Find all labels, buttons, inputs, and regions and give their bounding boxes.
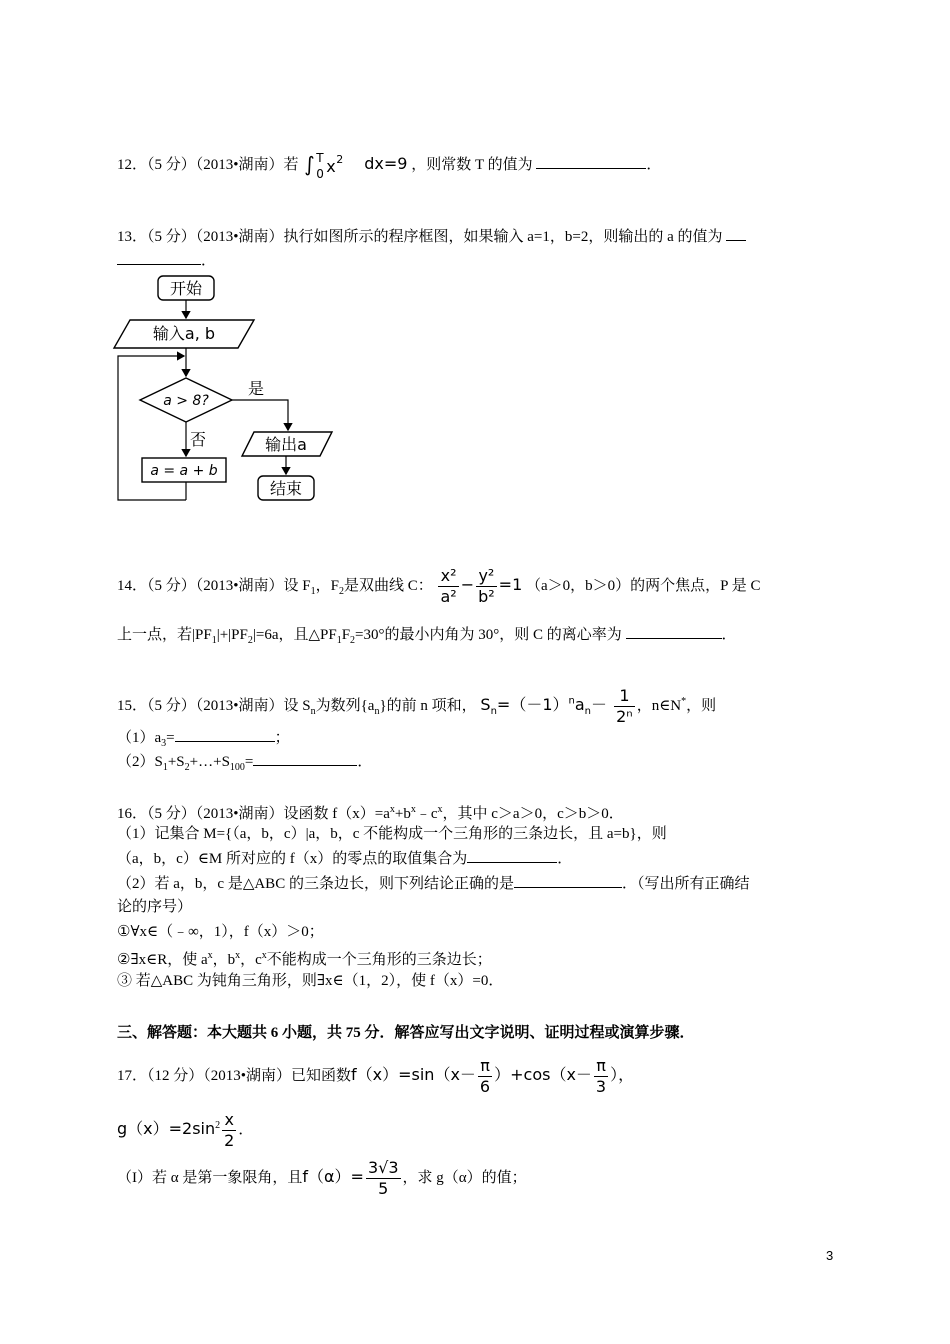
frac-num: π: [480, 1056, 490, 1075]
q14-suffix: （a＞0，b＞0）的两个焦点，P 是 C: [526, 577, 761, 594]
q16-line1-d: ，其中 c＞a＞0，c＞b＞0．: [442, 806, 624, 822]
subscript: 2: [184, 762, 190, 773]
q14-mid1: ，F: [315, 577, 339, 594]
integral-exp: 2: [336, 152, 344, 166]
question-17: [117, 1056, 634, 1097]
question-13-cont: [117, 250, 216, 271]
q16-line3-row: [117, 848, 572, 869]
frac-den: 5: [366, 1178, 401, 1199]
formula-minus: －: [591, 694, 608, 714]
q12-end: ．: [646, 157, 662, 173]
formula-eq: =（－1）: [496, 694, 569, 714]
frac-den: 6: [479, 1077, 491, 1096]
q16-line2: （1）记集合 M={（a，b，c）|a，b，c 不能构成一个三角形的三条边长，且 a=b}，则: [117, 826, 667, 842]
question-14-cont: [117, 624, 737, 651]
q17-g-a: g（x）=2sin: [117, 1118, 216, 1138]
q14-mid2: 是双曲线 C：: [343, 577, 433, 594]
flow-yes: 是: [248, 379, 265, 398]
q17-prefix: 17．（12 分）（2013•湖南）已知函数: [117, 1067, 352, 1084]
q16-line5: 论的序号）: [117, 899, 193, 915]
question-16: [117, 800, 624, 824]
subscript: 1: [336, 635, 342, 646]
formula-a: a: [574, 694, 585, 714]
q17-f-a: f（x）=sin（x－: [351, 1064, 476, 1084]
q15-part1-a: （1）a: [117, 730, 162, 746]
q17-g-end: ．: [238, 1121, 254, 1138]
q16-line7-a: ②∃x∈R，使 a: [117, 952, 208, 968]
flow-assign: a = a + b: [150, 463, 218, 479]
q17-part1-a: （I）若 α 是第一象限角，且: [117, 1169, 303, 1186]
superscript: n: [568, 695, 575, 707]
frac-den: a²: [440, 587, 457, 606]
q15-suffix: ，n∈N: [636, 697, 682, 714]
q12-dx: dx=9: [364, 154, 408, 173]
subscript: 100: [229, 762, 245, 773]
formula-s: S: [480, 694, 491, 714]
q13-end: ．: [201, 253, 217, 269]
flow-arrow: [232, 400, 288, 430]
q14-line2-d: F: [341, 627, 351, 643]
frac-num: y²: [478, 566, 495, 585]
q17-g-row: [117, 1110, 253, 1151]
flow-condition: a > 8?: [163, 393, 209, 409]
subscript: 3: [161, 738, 167, 749]
q15-prefix: 15．（5 分）（2013•湖南）设 S: [117, 697, 311, 714]
q16-line4-row: [117, 873, 749, 894]
frac-num: π: [596, 1056, 606, 1075]
frac-num: x: [224, 1110, 234, 1129]
q15-part1-end: ；: [274, 730, 290, 746]
superscript: 2: [215, 1119, 221, 1131]
q15-part2-c: +…+S: [189, 754, 230, 770]
section-3-heading: 三、解答题：本大题共 6 小题，共 75 分．解答应写出文字说明、证明过程或演算步骤．: [117, 1025, 695, 1041]
q15-mid2: }的前 n 项和，: [379, 697, 477, 714]
q16-line3-end: ．: [557, 851, 573, 867]
integral-lower: 0: [316, 166, 324, 181]
q16-line7-b: ，b: [212, 952, 236, 968]
q15-suffix2: ，则: [686, 697, 717, 714]
flow-output: 输出a: [265, 435, 307, 454]
superscript: x: [389, 804, 395, 815]
fraction-3root3-5: [366, 1158, 401, 1199]
answer-blank[interactable]: [117, 250, 201, 265]
q15-formula: [480, 694, 612, 718]
superscript: x: [261, 950, 267, 961]
question-15-part1: [117, 727, 290, 754]
q14-line2-c: |=6a，且△PF: [252, 627, 337, 643]
q17-part1-row: [117, 1158, 527, 1199]
question-15: [117, 686, 716, 727]
q17-part1-end: ，求 g（α）的值；: [402, 1169, 527, 1186]
fraction-y2-b2: [476, 566, 497, 607]
answer-blank[interactable]: [536, 154, 646, 169]
answer-blank[interactable]: [175, 727, 275, 742]
subscript: 1: [162, 762, 168, 773]
page-number: 3: [826, 1248, 834, 1263]
fraction-pi-6: [478, 1056, 492, 1097]
q14-line2-a: 上一点，若|PF: [117, 627, 212, 643]
q16-line6: ①∀x∈（﹣∞，1），f（x）＞0；: [117, 924, 324, 940]
q17-f-b: ）+cos（x－: [494, 1064, 592, 1084]
q15-part1-b: =: [166, 730, 175, 746]
flow-no: 否: [190, 430, 207, 449]
q15-part2-b: +S: [167, 754, 185, 770]
frac-den: 2ⁿ: [616, 707, 633, 726]
q14-end: ．: [721, 627, 737, 643]
answer-blank[interactable]: [467, 848, 557, 863]
q13-text: 13．（5 分）（2013•湖南）执行如图所示的程序框图，如果输入 a=1，b=2，则输出的 a 的值为: [117, 229, 723, 245]
subscript: n: [374, 705, 380, 717]
answer-blank[interactable]: [514, 873, 622, 888]
question-15-part2: [117, 751, 372, 778]
fraction-x-2: [222, 1110, 236, 1151]
frac-den: 3: [595, 1077, 607, 1096]
subscript: n: [584, 706, 592, 718]
superscript: *: [681, 695, 687, 707]
answer-blank[interactable]: [253, 751, 357, 766]
frac-num: x²: [440, 566, 457, 585]
q16-line4: （2）若 a，b，c 是△ABC 的三条边长，则下列结论正确的是: [117, 876, 514, 892]
q15-part2-a: （2）S: [117, 754, 163, 770]
superscript: x: [410, 804, 416, 815]
q15-mid: 为数列{a: [315, 697, 375, 714]
answer-blank[interactable]: [726, 226, 746, 241]
subscript: 2: [247, 635, 253, 646]
subscript: 2: [338, 585, 344, 597]
frac-den: 2: [224, 1131, 235, 1150]
q16-line7-c: ，c: [240, 952, 262, 968]
frac-num: 1: [619, 686, 630, 705]
fraction-1-2n: [614, 686, 635, 727]
answer-blank[interactable]: [626, 624, 722, 639]
integral-x: x: [326, 156, 336, 176]
q14-prefix: 14．（5 分）（2013•湖南）设 F: [117, 577, 311, 594]
q15-part2-end: ．: [357, 754, 373, 770]
q15-part2-d: =: [244, 754, 254, 770]
flow-end: 结束: [269, 479, 303, 498]
q16-line4-end: ．（写出所有正确结: [621, 876, 750, 892]
integral-sign: ∫: [304, 151, 315, 176]
flowchart-diagram: [110, 270, 350, 510]
q16-line3: （a，b，c）∈M 所对应的 f（x）的零点的取值集合为: [117, 851, 468, 867]
q12-integral: [302, 150, 364, 181]
flow-input: 输入a, b: [152, 324, 216, 343]
subscript: n: [490, 706, 497, 718]
superscript: x: [207, 950, 213, 961]
q16-line7-d: 不能构成一个三角形的三条边长；: [266, 952, 492, 968]
subscript: n: [310, 705, 316, 717]
subscript: 2: [350, 635, 356, 646]
q16-line1-b: +b: [394, 806, 411, 822]
q16-line8: ③ 若△ABC 为钝角三角形，则∃x∈（1，2），使 f（x）=0．: [117, 973, 504, 989]
q16-line1-a: 16．（5 分）（2013•湖南）设函数 f（x）=a: [117, 806, 390, 822]
q17-part1-f: f（α）=: [302, 1166, 364, 1186]
equals-one: =1: [498, 574, 523, 594]
q12-suffix: ，则常数 T 的值为: [411, 157, 533, 173]
minus-sign: −: [460, 574, 475, 594]
frac-den: b²: [478, 587, 495, 606]
superscript: x: [235, 950, 241, 961]
q12-prefix: 12．（5 分）（2013•湖南）若: [117, 157, 299, 173]
integral-upper: T: [316, 150, 324, 165]
subscript: 1: [310, 585, 316, 597]
question-12: [117, 150, 662, 181]
q16-line7-row: [117, 946, 492, 970]
flow-start: 开始: [169, 279, 203, 298]
fraction-x2-a2: [438, 566, 458, 607]
frac-num: 3√3: [367, 1158, 399, 1177]
fraction-pi-3: [594, 1056, 608, 1097]
subscript: 1: [211, 635, 217, 646]
q14-line2-b: |+|PF: [216, 627, 248, 643]
question-14: [117, 566, 760, 607]
q16-line1-c: ﹣c: [415, 806, 438, 822]
superscript: x: [437, 804, 443, 815]
q17-f-c: ），: [610, 1064, 635, 1084]
question-13: [117, 226, 746, 247]
q14-line2-e: =30°的最小内角为 30°，则 C 的离心率为: [355, 627, 622, 643]
